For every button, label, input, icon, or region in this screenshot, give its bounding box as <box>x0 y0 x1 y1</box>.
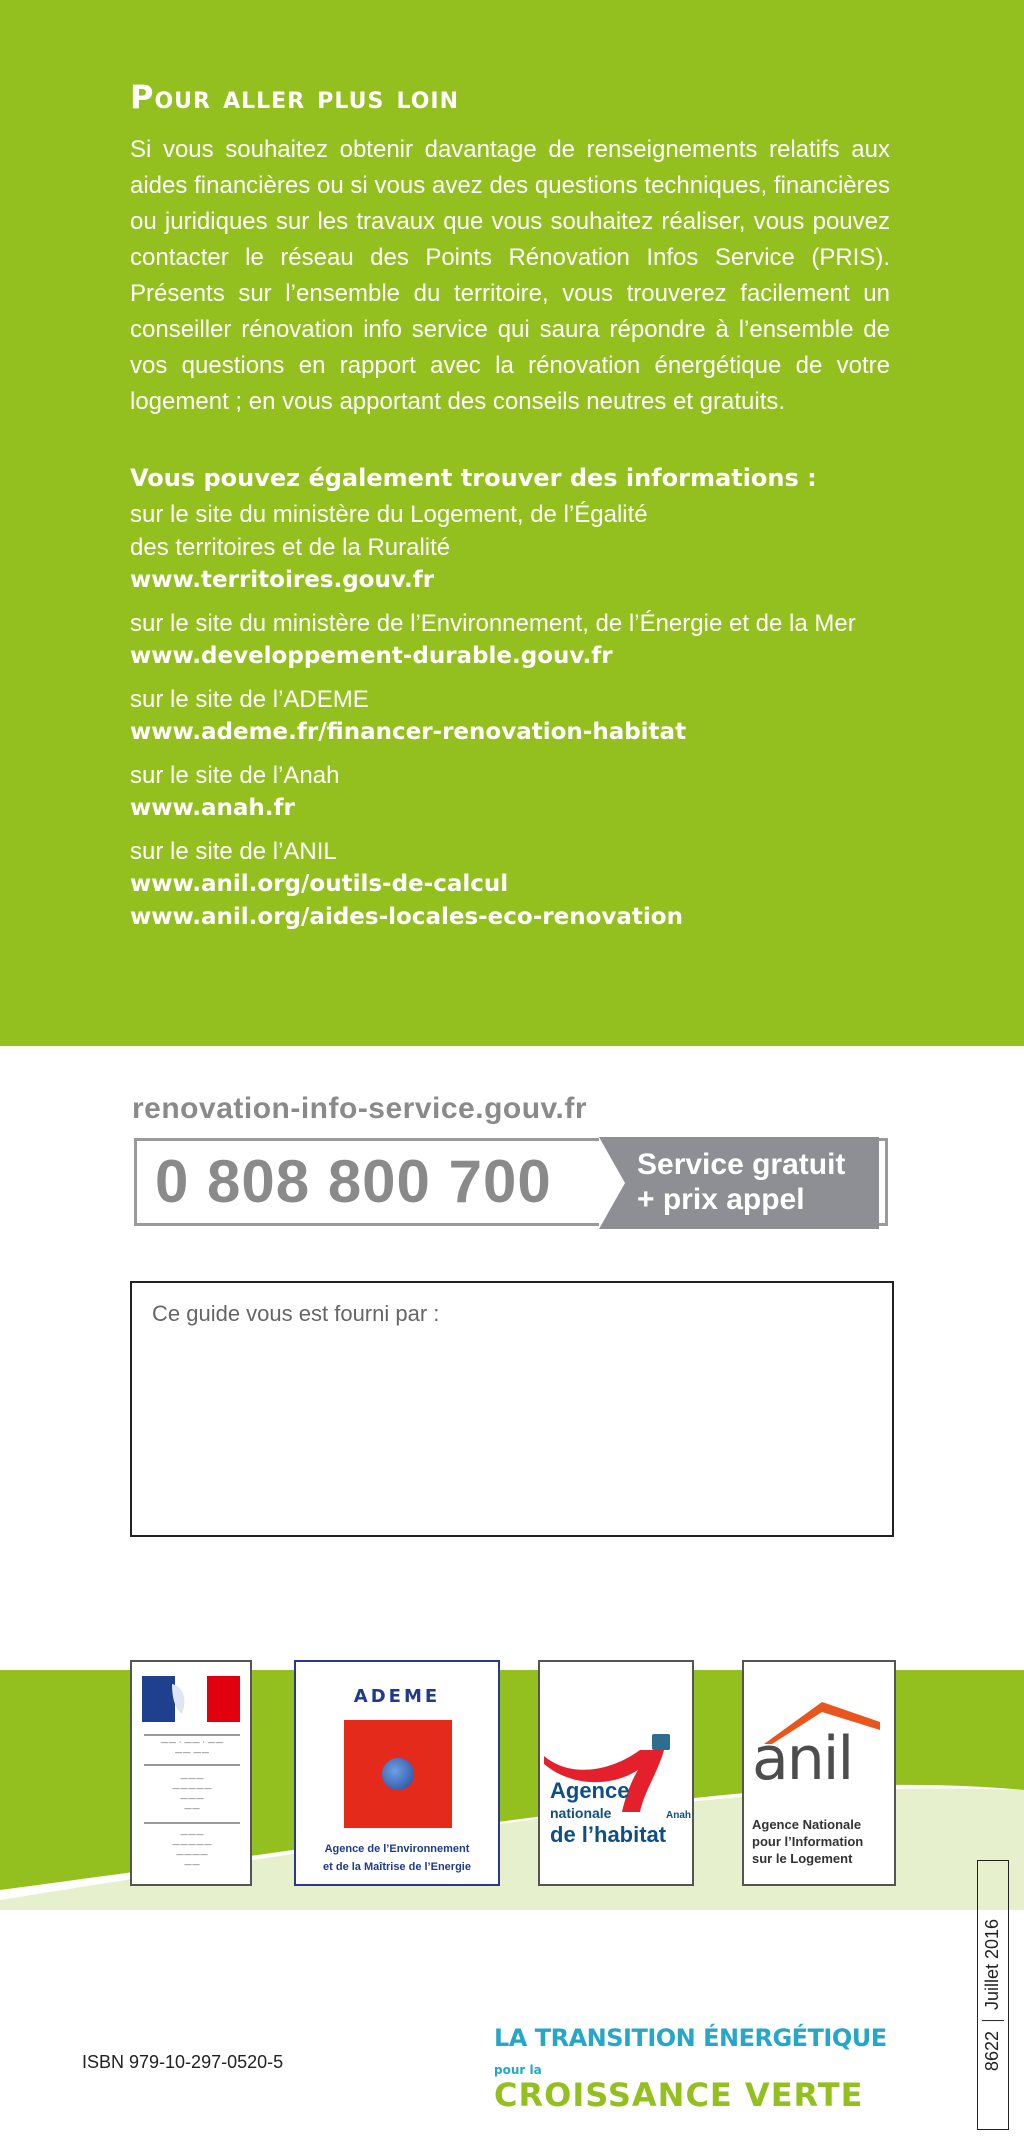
intro-paragraph: Si vous souhaitez obtenir davantage de renseignements relatifs aux aides financières ou si vous avez des questions techniques, financières ou juridiques sur les travaux que vous souhaitez réaliser, vous pouvez contacter le réseau des Points Rénovation Infos Service (PRIS). Présents sur l’ensemble du territoire, vous trouverez facilement un conseiller rénovation info service qui saura répondre à l’ensemble de vos questions en rapport avec la rénovation énergétique de votre logement ; en vous apportant des conseils neutres et gratuits. <box>130 136 890 415</box>
anah-line-1: Agence <box>550 1778 630 1803</box>
link-desc: sur le site de l’ADEME <box>130 686 369 713</box>
link-group-anil <box>130 835 890 934</box>
ademe-logo <box>294 1660 500 1886</box>
ademe-caption <box>296 1840 498 1876</box>
ademe-red-square <box>344 1720 452 1828</box>
anah-text <box>550 1780 666 1846</box>
link-desc: sur le site du ministère de l’Environnement, de l’Énergie et de la Mer <box>130 610 856 637</box>
link-desc: sur le site de l’Anah <box>130 762 340 789</box>
republic-text-mark: —— · —— · —— —— —— <box>160 1738 224 1757</box>
phone-number[interactable]: 0 808 800 700 <box>155 1148 552 1215</box>
link-ademe[interactable]: www.ademe.fr/financer-renovation-habitat <box>130 719 687 745</box>
phone-box <box>134 1138 888 1226</box>
link-territoires[interactable]: www.territoires.gouv.fr <box>130 567 435 593</box>
link-desc: sur le site de l’ANIL <box>130 838 337 865</box>
ademe-caption-line-1: Agence de l’Environnement <box>324 1843 470 1855</box>
transition-logo <box>494 2024 894 2114</box>
anah-logo <box>538 1660 694 1886</box>
ministry-log-text-mark: ——— ————— ———— —— <box>172 1830 212 1869</box>
link-desc-continued: des territoires et de la Ruralité <box>130 534 451 561</box>
divider <box>982 2020 1004 2021</box>
transition-line-2: CROISSANCE VERTE <box>494 2076 864 2114</box>
transition-pour: pour la <box>494 2063 542 2077</box>
link-desc: sur le site du ministère du Logement, de l’Égalité <box>130 501 648 528</box>
print-code-number: 8622 <box>981 2031 1002 2072</box>
link-anil-outils[interactable]: www.anil.org/outils-de-calcul <box>130 871 509 897</box>
globe-icon <box>382 1758 414 1790</box>
link-developpement-durable[interactable]: www.developpement-durable.gouv.fr <box>130 643 613 669</box>
link-group-logement <box>130 498 890 597</box>
info-section <box>130 78 890 944</box>
ministry-logo <box>130 1660 252 1886</box>
more-info-title: Vous pouvez également trouver des informations : <box>130 464 817 492</box>
anil-logo <box>742 1660 896 1886</box>
print-code <box>977 1860 1009 2130</box>
anil-name: anil <box>752 1724 853 1794</box>
transition-line-1 <box>494 2024 894 2080</box>
divider <box>144 1822 240 1824</box>
link-group-ademe <box>130 683 890 749</box>
anil-caption-line-3: sur le Logement <box>752 1851 853 1866</box>
ministry-env-text-mark: ——— ————— ——— —— <box>172 1774 212 1813</box>
provider-box <box>130 1281 894 1537</box>
ademe-caption-line-2: et de la Maîtrise de l’Energie <box>323 1861 471 1873</box>
link-group-environnement <box>130 607 890 673</box>
isbn: ISBN 979-10-297-0520-5 <box>82 2052 284 2072</box>
anil-caption-line-2: pour l’Information <box>752 1834 864 1849</box>
provider-label: Ce guide vous est fourni par : <box>152 1301 440 1326</box>
transition-text: LA TRANSITION ÉNERGÉTIQUE <box>494 2024 887 2052</box>
service-site-url[interactable]: renovation-info-service.gouv.fr <box>132 1092 588 1125</box>
anah-line-2: nationale <box>550 1805 612 1821</box>
anah-line-3: de l’habitat <box>550 1822 667 1847</box>
badge-line-1: Service gratuit <box>637 1148 846 1181</box>
link-anil-aides[interactable]: www.anil.org/aides-locales-eco-renovation <box>130 904 683 930</box>
divider <box>144 1764 240 1766</box>
anah-mini: Anah <box>666 1810 691 1821</box>
section-title: Pour aller plus loin <box>130 78 460 116</box>
ademe-name: ADEME <box>353 1686 441 1707</box>
badge-line-2: + prix appel <box>637 1183 805 1216</box>
service-badge <box>599 1137 879 1229</box>
marianne-flag-icon <box>142 1676 240 1722</box>
divider <box>144 1734 240 1736</box>
link-group-anah <box>130 759 890 825</box>
anil-caption <box>752 1816 892 1867</box>
link-anah[interactable]: www.anah.fr <box>130 795 295 821</box>
print-date: Juillet 2016 <box>981 1918 1002 2011</box>
print-code-text <box>982 1919 1004 2071</box>
anil-caption-line-1: Agence Nationale <box>752 1817 862 1832</box>
